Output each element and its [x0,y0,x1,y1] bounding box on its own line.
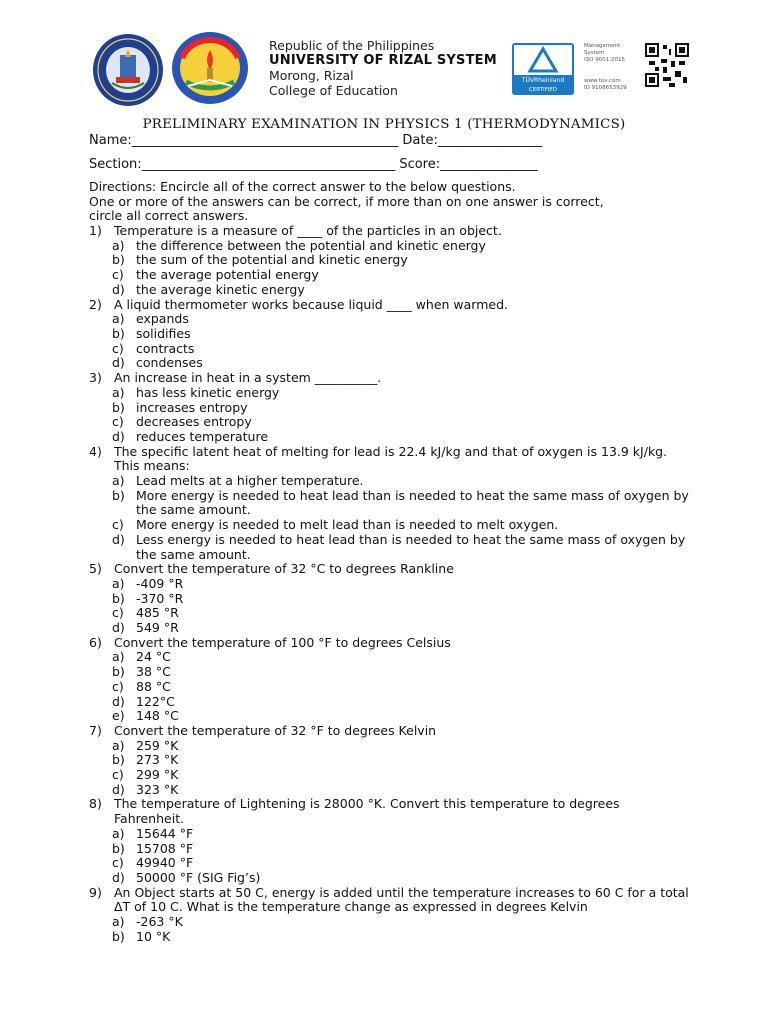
answer-option[interactable] [89,739,689,754]
option-letter: a) [112,311,125,327]
name-field[interactable]: _________________________________________ [131,133,399,148]
option-text: the average kinetic energy [136,281,305,297]
directions-line-2: One or more of the answers can be correct, if more than on one answer is correct, [89,193,604,209]
question-item [89,224,689,239]
option-letter: a) [112,473,125,489]
management-system-cert [584,43,640,92]
option-letter: d) [112,620,125,636]
answer-option[interactable] [89,842,689,857]
option-text: 259 °K [136,737,179,753]
option-text: -263 °K [136,914,183,930]
answer-option[interactable] [89,621,689,636]
question-item [89,886,689,915]
option-letter: b) [112,399,125,415]
section-field[interactable]: _______________________________________ [141,157,396,172]
question-text: Convert the temperature of 100 °F to degrees Celsius [114,634,451,650]
institution-header [269,38,497,98]
option-text: 549 °R [136,620,179,636]
question-item [89,562,689,577]
answer-option[interactable] [89,415,689,430]
option-text: Less energy is needed to heat lead than is needed to heat the same mass of oxygen by the same amount. [136,531,686,562]
option-text: 148 °C [136,708,179,724]
option-letter: a) [112,384,125,400]
option-text: 50000 °F (SIG Fig’s) [136,870,261,885]
score-label: Score: [399,157,441,172]
question-number: 3) [89,370,102,386]
question-number: 7) [89,722,102,738]
section-score-row [89,157,538,172]
option-text: -409 °R [136,575,184,591]
answer-option[interactable] [89,474,689,489]
question-item [89,298,689,313]
answer-option[interactable] [89,783,689,798]
answer-option[interactable] [89,283,689,298]
option-text: increases entropy [136,399,248,415]
cert-iso: ISO 9001:2015 [584,57,626,63]
option-letter: b) [112,487,125,503]
exam-body [89,180,689,945]
question-number: 6) [89,634,102,650]
date-label: Date: [402,133,438,148]
option-letter: b) [112,325,125,341]
question-number: 5) [89,561,102,577]
option-text: contracts [136,340,195,356]
question-text: An increase in heat in a system __________. [114,370,382,386]
answer-option[interactable] [89,753,689,768]
answer-option[interactable] [89,533,689,562]
score-field[interactable]: _______________ [440,157,538,172]
tuv-badge-text: CERTIFIED [528,87,558,93]
option-text: 38 °C [136,664,171,680]
option-letter: b) [112,928,125,944]
option-letter: c) [112,855,124,871]
answer-option[interactable] [89,768,689,783]
option-text: 49940 °F [136,855,194,871]
option-text: -370 °R [136,590,184,606]
answer-option[interactable] [89,489,689,518]
answer-option[interactable] [89,930,689,945]
option-letter: d) [112,355,125,371]
option-text: reduces temperature [136,428,269,444]
question-item [89,445,689,474]
question-text: Convert the temperature of 32 °F to degrees Kelvin [114,722,437,738]
answer-option[interactable] [89,342,689,357]
answer-option[interactable] [89,401,689,416]
question-item [89,724,689,739]
option-text: 10 °K [136,928,171,944]
option-letter: c) [112,414,124,430]
question-number: 1) [89,223,102,239]
option-letter: a) [112,825,125,841]
answer-option[interactable] [89,386,689,401]
question-text: The temperature of Lightening is 28000 °K. Convert this temperature to degrees Fahrenheit. [114,796,620,827]
directions-line-3: circle all correct answers. [89,208,249,224]
answer-option[interactable] [89,695,689,710]
option-text: More energy is needed to melt lead than is needed to melt oxygen. [136,517,559,533]
university-name: UNIVERSITY OF RIZAL SYSTEM [269,53,497,68]
option-letter: b) [112,252,125,268]
cert-system: System [584,50,605,56]
option-letter: a) [112,649,125,665]
option-letter: a) [112,575,125,591]
option-text: 299 °K [136,767,179,783]
option-letter: b) [112,664,125,680]
option-text: 24 °C [136,649,171,665]
option-text: 273 °K [136,752,179,768]
college-name: College of Education [269,83,398,98]
option-letter: c) [112,267,124,283]
option-letter: a) [112,737,125,753]
option-letter: d) [112,870,125,885]
question-number: 2) [89,296,102,312]
question-list [89,224,689,944]
option-letter: d) [112,693,125,709]
answer-option[interactable] [89,915,689,930]
option-text: the difference between the potential and kinetic energy [136,237,486,253]
exam-title: PRELIMINARY EXAMINATION IN PHYSICS 1 (THERMODYNAMICS) [142,117,626,132]
option-letter: d) [112,281,125,297]
question-text: A liquid thermometer works because liquid ____ when warmed. [114,296,508,312]
option-letter: d) [112,428,125,444]
option-letter: c) [112,605,124,621]
option-letter: c) [112,767,124,783]
answer-option[interactable] [89,856,689,871]
answer-option[interactable] [89,356,689,371]
option-text: 485 °R [136,605,179,621]
answer-option[interactable] [89,239,689,254]
tuv-certification-logo [512,43,574,95]
option-text: 15644 °F [136,825,194,841]
answer-option[interactable] [89,592,689,607]
option-letter: d) [112,781,125,797]
option-text: condenses [136,355,203,371]
option-text: 122°C [136,693,175,709]
answer-option[interactable] [89,312,689,327]
option-letter: a) [112,237,125,253]
section-label: Section: [89,157,142,172]
college-of-education-logo [168,30,252,106]
option-text: 88 °C [136,678,171,694]
answer-option[interactable] [89,709,689,724]
qr-code-icon [645,43,689,87]
tuv-name-text: TÜVRheinland [521,77,565,84]
answer-option[interactable] [89,327,689,342]
question-number: 9) [89,884,102,900]
question-text: Convert the temperature of 32 °C to degrees Rankline [114,561,454,577]
name-date-row [89,133,542,148]
question-item [89,371,689,386]
option-text: the average potential energy [136,267,319,283]
option-text: decreases entropy [136,414,252,430]
cert-url: www.tuv.com [584,78,621,84]
option-letter: c) [112,340,124,356]
answer-option[interactable] [89,253,689,268]
question-number: 4) [89,443,102,459]
option-text: solidifies [136,325,191,341]
question-item [89,636,689,651]
date-field[interactable]: ________________ [437,133,542,148]
option-text: the sum of the potential and kinetic energy [136,252,408,268]
option-letter: d) [112,531,125,547]
option-text: More energy is needed to heat lead than is needed to heat the same mass of oxygen by the same amount. [136,487,689,518]
cert-id: ID 9108653929 [584,85,627,91]
answer-option[interactable] [89,606,689,621]
answer-option[interactable] [89,871,689,886]
option-letter: b) [112,752,125,768]
option-letter: e) [112,708,125,724]
answer-option[interactable] [89,430,689,445]
question-item [89,797,689,826]
question-text: Temperature is a measure of ____ of the particles in an object. [114,223,502,239]
option-text: 15708 °F [136,840,194,856]
option-text: expands [136,311,189,327]
question-number: 8) [89,796,102,812]
question-text: An Object starts at 50 C, energy is added until the temperature increases to 60 C for a total ΔT of 10 C. What is the temperature change as expressed in degrees Kelvin [114,884,689,915]
option-letter: c) [112,678,124,694]
option-text: Lead melts at a higher temperature. [136,473,364,489]
cert-management: Management [584,43,621,49]
directions-line-1: Directions: Encircle all of the correct answer to the below questions. [89,179,516,194]
option-letter: c) [112,517,124,533]
answer-option[interactable] [89,680,689,695]
option-text: has less kinetic energy [136,384,280,400]
country-name: Republic of the Philippines [269,38,435,53]
option-text: 323 °K [136,781,179,797]
question-text: The specific latent heat of melting for lead is 22.4 kJ/kg and that of oxygen is 13.9 kJ/kg. This means: [114,443,668,474]
campus-location: Morong, Rizal [269,68,354,83]
answer-option[interactable] [89,518,689,533]
answer-option[interactable] [89,665,689,680]
option-letter: b) [112,840,125,856]
answer-option[interactable] [89,577,689,592]
answer-option[interactable] [89,650,689,665]
name-label: Name: [89,133,132,148]
option-letter: b) [112,590,125,606]
answer-option[interactable] [89,268,689,283]
university-seal-logo [92,33,164,107]
option-letter: a) [112,914,125,930]
answer-option[interactable] [89,827,689,842]
